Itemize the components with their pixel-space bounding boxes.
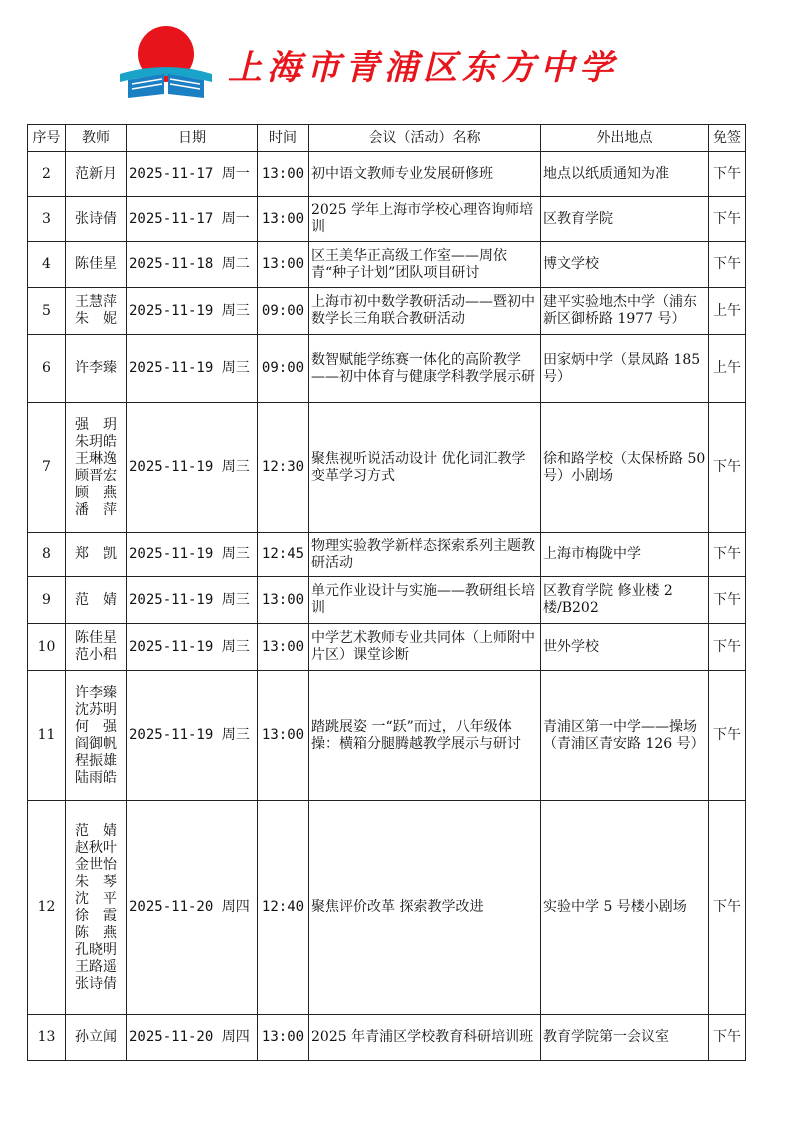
no-cell: 12	[28, 801, 66, 1015]
meeting-name-cell: 聚焦评价改革 探索教学改进	[309, 801, 541, 1015]
place-cell: 地点以纸质通知为准	[541, 152, 709, 197]
teacher-name: 强 玥	[75, 416, 117, 433]
teacher-name: 范小稆	[75, 647, 117, 663]
teacher-name: 王琳逸	[75, 450, 117, 467]
teacher-cell	[66, 197, 127, 242]
teacher-name: 孔晓明	[75, 941, 117, 958]
no-cell: 8	[28, 533, 66, 577]
teacher-cell	[66, 152, 127, 197]
header-teacher: 教师	[66, 125, 127, 152]
time-cell: 12:30	[258, 403, 309, 533]
teacher-name: 陈佳星	[75, 256, 117, 272]
teacher-cell	[66, 335, 127, 403]
date-cell: 2025-11-20 周四	[127, 1015, 258, 1061]
table-row	[28, 152, 746, 197]
meeting-name-cell: 踏跳展姿 一“跃”而过，八年级体操：横箱分腿腾越教学展示与研讨	[309, 671, 541, 801]
teacher-name: 沈 平	[75, 890, 117, 907]
place-cell: 田家炳中学（景凤路 185 号）	[541, 335, 709, 403]
teacher-name: 王慧萍	[75, 294, 117, 310]
table-row	[28, 1015, 746, 1061]
place-cell: 区教育学院 修业楼 2 楼/B202	[541, 577, 709, 624]
place-cell: 世外学校	[541, 624, 709, 671]
date-cell: 2025-11-20 周四	[127, 801, 258, 1015]
table-row	[28, 403, 746, 533]
date-cell: 2025-11-18 周二	[127, 242, 258, 288]
time-cell: 12:45	[258, 533, 309, 577]
time-cell: 13:00	[258, 242, 309, 288]
header-date: 日期	[127, 125, 258, 152]
sign-exempt-cell: 上午	[709, 335, 746, 403]
meeting-name-cell: 中学艺术教师专业共同体（上师附中片区）课堂诊断	[309, 624, 541, 671]
teacher-name: 顾晋宏	[75, 467, 117, 484]
sign-exempt-cell: 下午	[709, 1015, 746, 1061]
teacher-name: 何 强	[75, 718, 117, 735]
teacher-name: 金世怡	[75, 856, 117, 873]
teacher-cell	[66, 801, 127, 1015]
date-cell: 2025-11-19 周三	[127, 335, 258, 403]
table-row	[28, 197, 746, 242]
sign-exempt-cell: 下午	[709, 197, 746, 242]
table-row	[28, 242, 746, 288]
date-cell: 2025-11-19 周三	[127, 533, 258, 577]
teacher-name: 陈 燕	[75, 924, 117, 941]
teacher-name: 范 婧	[75, 591, 117, 608]
teacher-name: 潘 萍	[75, 501, 117, 518]
no-cell: 5	[28, 288, 66, 335]
teacher-cell	[66, 671, 127, 801]
teacher-name: 阎御帆	[75, 735, 117, 752]
header-no: 序号	[28, 125, 66, 152]
header-sign-exempt: 免签	[709, 125, 746, 152]
school-logo-icon	[118, 24, 214, 102]
time-cell: 13:00	[258, 1015, 309, 1061]
table-header-row	[28, 125, 746, 152]
teacher-name: 徐 霞	[75, 907, 117, 924]
teacher-name: 朱 琴	[75, 873, 117, 890]
meeting-name-cell: 2025 年青浦区学校教育科研培训班	[309, 1015, 541, 1061]
no-cell: 2	[28, 152, 66, 197]
place-cell: 青浦区第一中学——操场（青浦区青安路 126 号）	[541, 671, 709, 801]
place-cell: 博文学校	[541, 242, 709, 288]
sign-exempt-cell: 下午	[709, 242, 746, 288]
teacher-name: 朱 妮	[75, 311, 117, 327]
place-cell: 实验中学 5 号楼小剧场	[541, 801, 709, 1015]
time-cell: 13:00	[258, 197, 309, 242]
no-cell: 3	[28, 197, 66, 242]
sign-exempt-cell: 上午	[709, 288, 746, 335]
sign-exempt-cell: 下午	[709, 403, 746, 533]
table-row	[28, 533, 746, 577]
teacher-cell	[66, 533, 127, 577]
table-row	[28, 288, 746, 335]
header-time: 时间	[258, 125, 309, 152]
meeting-name-cell: 单元作业设计与实施——教研组长培训	[309, 577, 541, 624]
table-row	[28, 624, 746, 671]
no-cell: 11	[28, 671, 66, 801]
meeting-name-cell: 2025 学年上海市学校心理咨询师培训	[309, 197, 541, 242]
meeting-name-cell: 聚焦视听说活动设计 优化词汇教学 变革学习方式	[309, 403, 541, 533]
time-cell: 13:00	[258, 671, 309, 801]
teacher-name: 张诗倩	[75, 210, 117, 227]
teacher-cell	[66, 288, 127, 335]
place-cell: 区教育学院	[541, 197, 709, 242]
place-cell: 徐和路学校（太保桥路 50 号）小剧场	[541, 403, 709, 533]
teacher-name: 赵秋叶	[75, 839, 117, 856]
teacher-name: 许李臻	[75, 684, 117, 701]
date-cell: 2025-11-19 周三	[127, 577, 258, 624]
header-place: 外出地点	[541, 125, 709, 152]
place-cell: 上海市梅陇中学	[541, 533, 709, 577]
teacher-name: 顾 燕	[75, 484, 117, 501]
time-cell: 13:00	[258, 624, 309, 671]
place-cell: 建平实验地杰中学（浦东新区御桥路 1977 号）	[541, 288, 709, 335]
meeting-name-cell: 初中语文教师专业发展研修班	[309, 152, 541, 197]
time-cell: 09:00	[258, 288, 309, 335]
no-cell: 9	[28, 577, 66, 624]
teacher-name: 陈佳星	[75, 630, 117, 646]
teacher-name: 郑 凯	[75, 546, 117, 562]
no-cell: 6	[28, 335, 66, 403]
time-cell: 13:00	[258, 577, 309, 624]
teacher-cell	[66, 1015, 127, 1061]
teacher-name: 程振雄	[75, 752, 117, 769]
sign-exempt-cell: 下午	[709, 671, 746, 801]
sign-exempt-cell: 下午	[709, 624, 746, 671]
teacher-name: 范新月	[75, 165, 117, 182]
teacher-name: 朱玥皓	[75, 433, 117, 450]
teacher-cell	[66, 624, 127, 671]
no-cell: 4	[28, 242, 66, 288]
teacher-cell	[66, 577, 127, 624]
date-cell: 2025-11-19 周三	[127, 288, 258, 335]
table-row	[28, 671, 746, 801]
teacher-name: 范 婧	[75, 822, 117, 839]
meeting-name-cell: 物理实验教学新样态探索系列主题教研活动	[309, 533, 541, 577]
date-cell: 2025-11-17 周一	[127, 152, 258, 197]
teacher-name: 陆雨皓	[75, 769, 117, 786]
school-name: 上海市青浦区东方中学	[228, 48, 618, 88]
no-cell: 7	[28, 403, 66, 533]
date-cell: 2025-11-17 周一	[127, 197, 258, 242]
time-cell: 12:40	[258, 801, 309, 1015]
table-row	[28, 335, 746, 403]
date-cell: 2025-11-19 周三	[127, 671, 258, 801]
sign-exempt-cell: 下午	[709, 533, 746, 577]
teacher-name: 许李臻	[75, 360, 117, 376]
teacher-name: 沈苏明	[75, 701, 117, 718]
table-row	[28, 801, 746, 1015]
teacher-cell	[66, 403, 127, 533]
date-cell: 2025-11-19 周三	[127, 624, 258, 671]
header-meeting-name: 会议（活动）名称	[309, 125, 541, 152]
meeting-name-cell: 数智赋能学练赛一体化的高阶教学——初中体育与健康学科教学展示研	[309, 335, 541, 403]
date-cell: 2025-11-19 周三	[127, 403, 258, 533]
time-cell: 13:00	[258, 152, 309, 197]
table-row	[28, 577, 746, 624]
teacher-name: 孙立闻	[75, 1029, 117, 1045]
place-cell: 教育学院第一会议室	[541, 1015, 709, 1061]
sign-exempt-cell: 下午	[709, 152, 746, 197]
teacher-cell	[66, 242, 127, 288]
meeting-name-cell: 上海市初中数学教研活动——暨初中数学长三角联合教研活动	[309, 288, 541, 335]
teacher-name: 张诗倩	[75, 975, 117, 992]
document-header	[0, 0, 800, 112]
sign-exempt-cell: 下午	[709, 577, 746, 624]
teacher-name: 王路遥	[75, 958, 117, 975]
sign-exempt-cell: 下午	[709, 801, 746, 1015]
meeting-name-cell: 区王美华正高级工作室——周依青“种子计划”团队项目研讨	[309, 242, 541, 288]
no-cell: 13	[28, 1015, 66, 1061]
time-cell: 09:00	[258, 335, 309, 403]
no-cell: 10	[28, 624, 66, 671]
schedule-table	[27, 124, 746, 1061]
